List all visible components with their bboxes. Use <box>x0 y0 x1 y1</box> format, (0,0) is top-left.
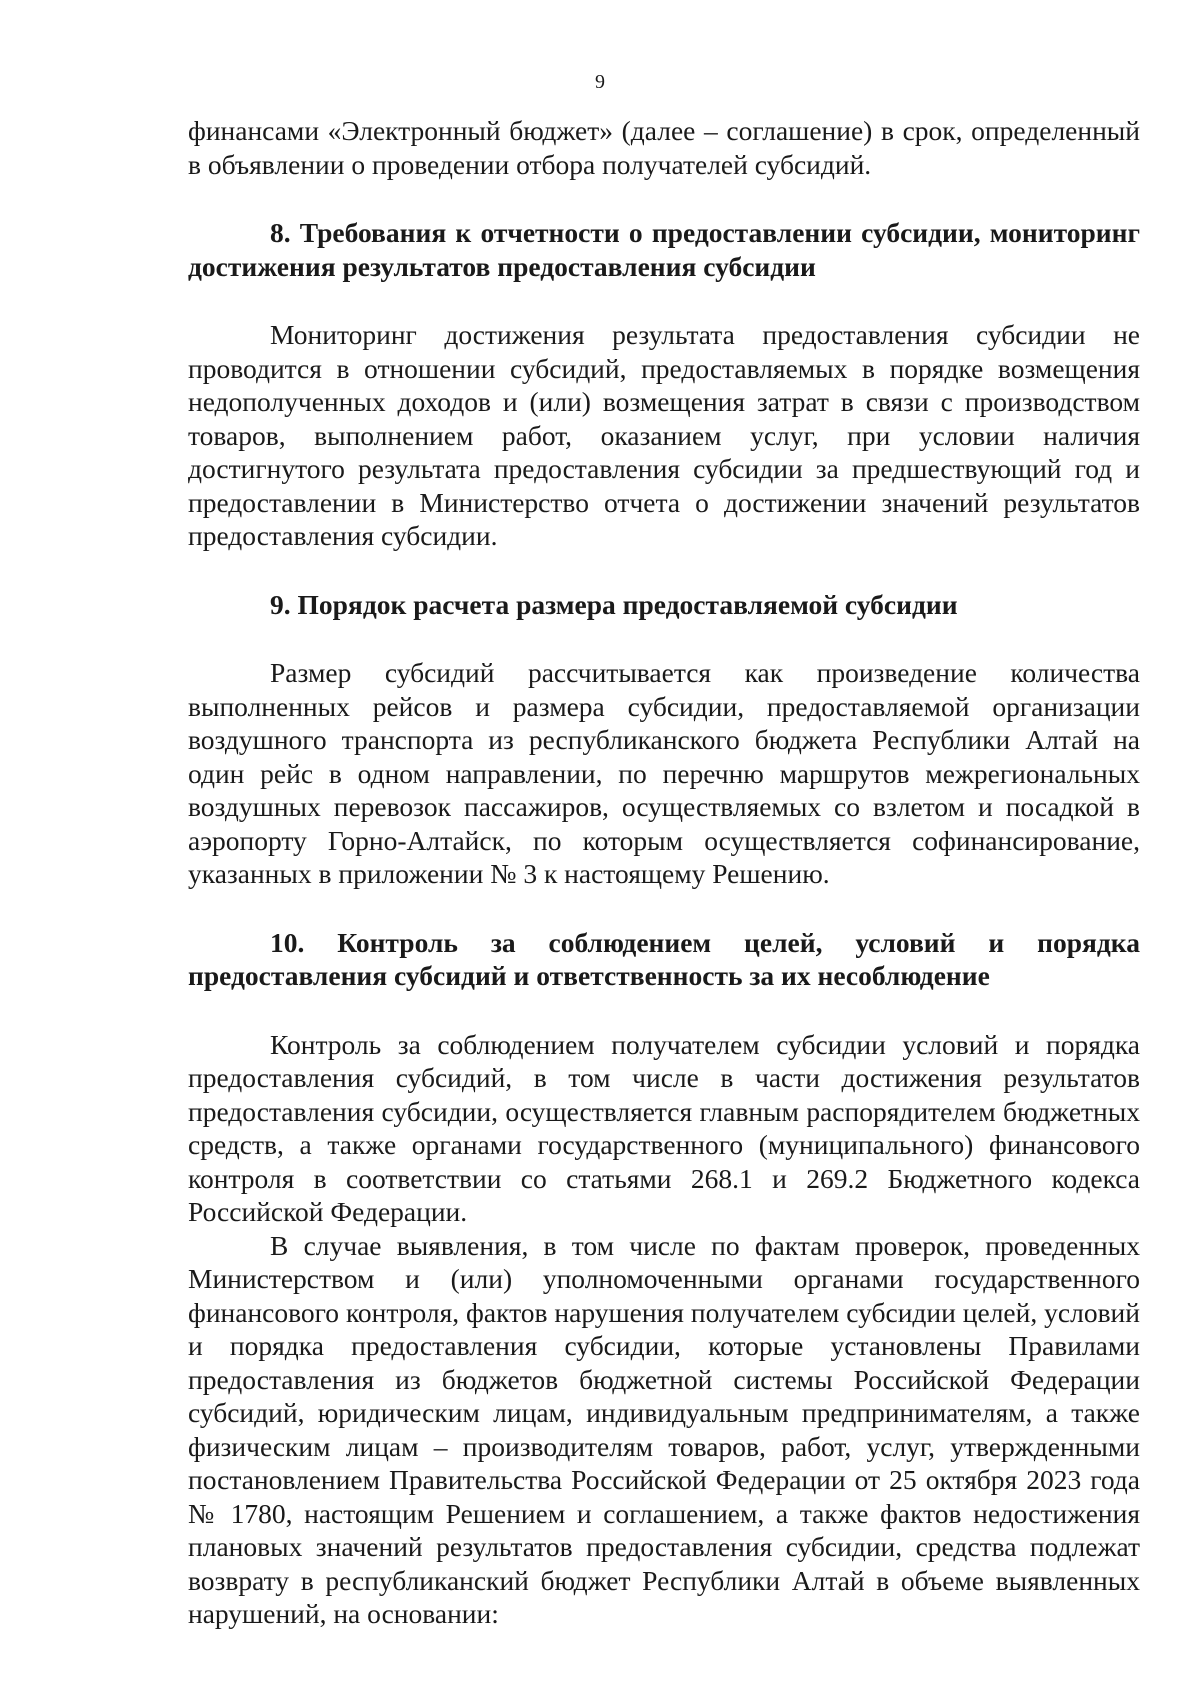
intro-paragraph: финансами «Электронный бюджет» (далее – соглашение) в срок, определенный в объявлении о проведении отбора получателей субсидий. <box>188 115 1140 180</box>
section-10-heading: 10. Контроль за соблюдением целей, условий и порядка предоставления субсидий и ответственность за их несоблюдение <box>188 926 1140 991</box>
section-9-paragraph: Размер субсидий рассчитывается как произведение количества выполненных рейсов и размера субсидии, предоставляемой организации воздушного транспорта из республиканского бюджета Республики Алтай на один рейс в одном направлении, по перечню маршрутов межрегиональных воздушных перевозок пассажиров, осуществляемых со взлетом и посадкой в аэропорту Горно-Алтайск, по которым осуществляется софинансирование, указанных в приложении № 3 к настоящему Решению. <box>188 657 1140 889</box>
section-8-heading: 8. Требования к отчетности о предоставлении субсидии, мониторинг достижения результатов предоставления субсидии <box>188 217 1140 282</box>
document-body <box>188 114 1140 1631</box>
page-number: 9 <box>595 71 605 93</box>
section-10-paragraph-1: Контроль за соблюдением получателем субсидии условий и порядка предоставления субсидий, в том числе в части достижения результатов предоставления субсидии, осуществляется главным распорядителем бюджетных средств, а также органами государственного (муниципального) финансового контроля в соответствии со статьями 268.1 и 269.2 Бюджетного кодекса Российской Федерации. <box>188 1028 1140 1227</box>
section-10-paragraph-2: В случае выявления, в том числе по фактам проверок, проведенных Министерством и (или) уполномоченными органами государственного финансового контроля, фактов нарушения получателем субсидии целей, условий и порядка предоставления субсидии, которые установлены Правилами предоставления из бюджетов бюджетной системы Российской Федерации субсидий, юридическим лицам, индивидуальным предпринимателям, а также физическим лицам – производителям товаров, работ, услуг, утвержденными постановлением Правительства Российской Федерации от 25 октября 2023 года № 1780, настоящим Решением и соглашением, а также фактов недостижения плановых значений результатов предоставления субсидии, средства подлежат возврату в республиканский бюджет Республики Алтай в объеме выявленных нарушений, на основании: <box>188 1229 1140 1629</box>
section-9-heading: 9. Порядок расчета размера предоставляемой субсидии <box>270 588 958 620</box>
section-8-paragraph: Мониторинг достижения результата предоставления субсидии не проводится в отношении субсидий, предоставляемых в порядке возмещения недополученных доходов и (или) возмещения затрат в связи с производством товаров, выполнением работ, оказанием услуг, при условии наличия достигнутого результата предоставления субсидии за предшествующий год и предоставлении в Министерство отчета о достижении значений результатов предоставления субсидии. <box>188 319 1140 551</box>
